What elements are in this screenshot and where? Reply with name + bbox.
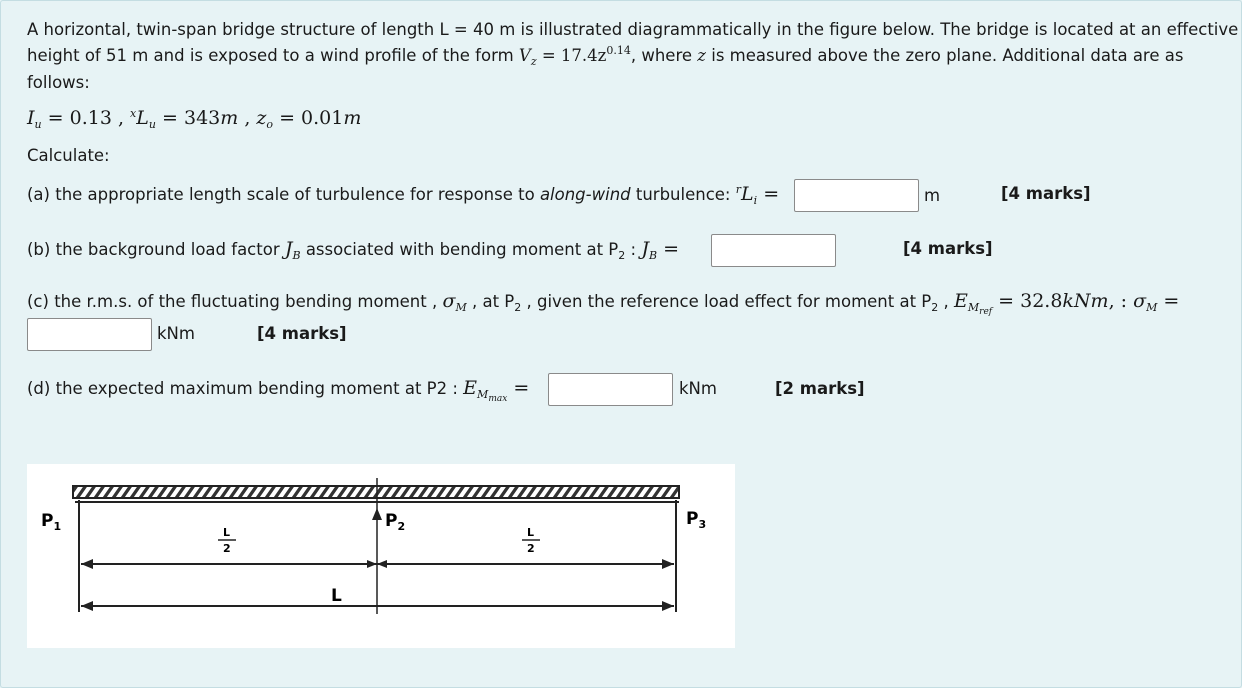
question-c-p-subscript: 2 [514,301,522,314]
answer-a-input[interactable] [794,179,919,212]
question-a-italic: along-wind [539,185,631,204]
lu-subscript: u [148,118,156,131]
question-c-equals: = [1157,290,1180,312]
answer-d-unit: kNm [679,379,717,398]
question-b-mid: associated with bending moment at P [300,240,619,259]
vz-exponent: 0.14 [606,44,631,57]
iu-value: = 0.13 , [41,107,131,129]
support-p2-arrow [372,508,382,520]
intro-line-2-post: is measured above the zero plane. Additional data are as [705,46,1184,65]
answer-d-input[interactable] [548,373,673,406]
given-separator: , [238,107,257,129]
iu-subscript: u [34,118,42,131]
question-c-p-subscript-2: 2 [931,301,939,314]
question-d-pre: (d) the expected maximum bending moment at P2 : [27,379,464,398]
bridge-figure [27,464,735,648]
z0-symbol: z [256,107,267,129]
question-a-text [27,183,779,206]
answer-a-unit: m [924,186,941,205]
intro-line-2-mid: , where [630,46,698,65]
intro-line-1 [27,19,1238,41]
marks-c: [4 marks] [257,324,347,343]
sigma-m-symbol-2: σ [1133,290,1147,312]
question-c-pre: (c) the r.m.s. of the fluctuating bending moment , [27,292,443,311]
question-a-symbol-prefix: r [735,183,741,196]
iu-symbol: I [27,107,35,129]
sigma-m-subscript: M [455,301,467,314]
question-b-equals: = [657,238,679,260]
intro-line-2 [27,45,1183,67]
sigma-m-symbol: σ [442,290,456,312]
question-b-symbol-2: J [641,238,649,260]
question-b-p-subscript: 2 [618,249,626,262]
z0-unit: m [343,107,362,129]
given-data [27,107,361,129]
question-c-comma: , [938,292,954,311]
half-span-arrow-right [662,559,674,569]
label-p2: $P_2$ [385,511,406,533]
label-half-left [218,526,236,555]
question-b-colon: : [625,240,642,259]
marks-b: [4 marks] [903,239,993,258]
lu-prefix: x [130,107,137,120]
em-max-subscript-max: max [488,394,508,404]
half-span-arrow-mid-left [367,560,377,568]
question-a-symbol: L [741,183,754,205]
vz-symbol: V [518,46,531,65]
lu-unit: m [220,107,239,129]
answer-c-input[interactable] [27,318,152,351]
question-b-symbol: J [284,238,293,260]
question-b-symbol-2-subscript: B [648,249,658,262]
label-half-right [522,526,540,555]
em-ref-value: = 32.8 [992,290,1063,312]
question-d-text [27,377,530,404]
full-span-arrow-right [662,601,674,611]
label-half-right-num: L [527,526,535,539]
em-max-symbol: E [463,377,478,399]
marks-a: [4 marks] [1001,184,1091,203]
em-ref-subscript-ref: ref [979,307,993,317]
question-b-symbol-subscript: B [292,249,301,262]
intro-line-2-pre: height of 51 m and is exposed to a wind profile of the form [27,46,519,65]
label-half-left-num: L [223,526,231,539]
answer-b-input[interactable] [711,234,836,267]
em-ref-unit: kNm [1062,290,1109,312]
intro-line-1-text: A horizontal, twin-span bridge structure of length L = 40 m is illustrated diagrammatically in the figure below. The bridge is located at an effective [27,20,1239,39]
marks-d: [2 marks] [775,379,865,398]
em-max-subscript [477,388,508,404]
question-c-text [27,290,1180,317]
vz-subscript: z [530,55,537,68]
calculate-label: Calculate: [27,146,110,165]
question-b-text [27,238,679,261]
z-symbol: z [697,46,706,65]
full-span-arrow-left [81,601,93,611]
bridge-diagram [27,464,735,648]
half-span-arrow-mid-right [377,560,387,568]
em-ref-subscript [967,301,993,317]
em-max-subscript-m: M [477,388,489,401]
label-p3: $P_3$ [686,509,707,531]
label-half-right-den: 2 [527,542,535,555]
label-p1: $P_1$ [41,511,62,533]
em-ref-subscript-m: M [967,301,980,314]
lu-value: = 343 [155,107,221,129]
bridge-deck [73,486,679,498]
question-a-equals: = [757,183,780,205]
intro-line-3 [27,72,90,94]
question-a-symbol-subscript: i [753,194,758,207]
em-ref-symbol: E [954,290,968,312]
question-c-mid2: , given the reference load effect for moment at P [521,292,932,311]
question-a-post: turbulence: [630,185,736,204]
lu-symbol: L [136,107,149,129]
sigma-m-subscript-2: M [1146,301,1158,314]
label-half-left-den: 2 [223,542,231,555]
label-l: L [331,586,342,606]
z0-subscript: o [266,118,274,131]
intro-line-3-text: follows: [27,73,90,92]
answer-c-unit: kNm [157,324,195,343]
half-span-arrow-left [81,559,93,569]
z0-value: = 0.01 [273,107,344,129]
question-c-tail: , : [1108,290,1134,312]
question-d-equals: = [507,377,530,399]
question-b-pre: (b) the background load factor [27,240,285,259]
vz-equation: = 17.4z [536,46,607,65]
question-c-mid: , at P [466,292,515,311]
question-a-pre: (a) the appropriate length scale of turbulence for response to [27,185,540,204]
